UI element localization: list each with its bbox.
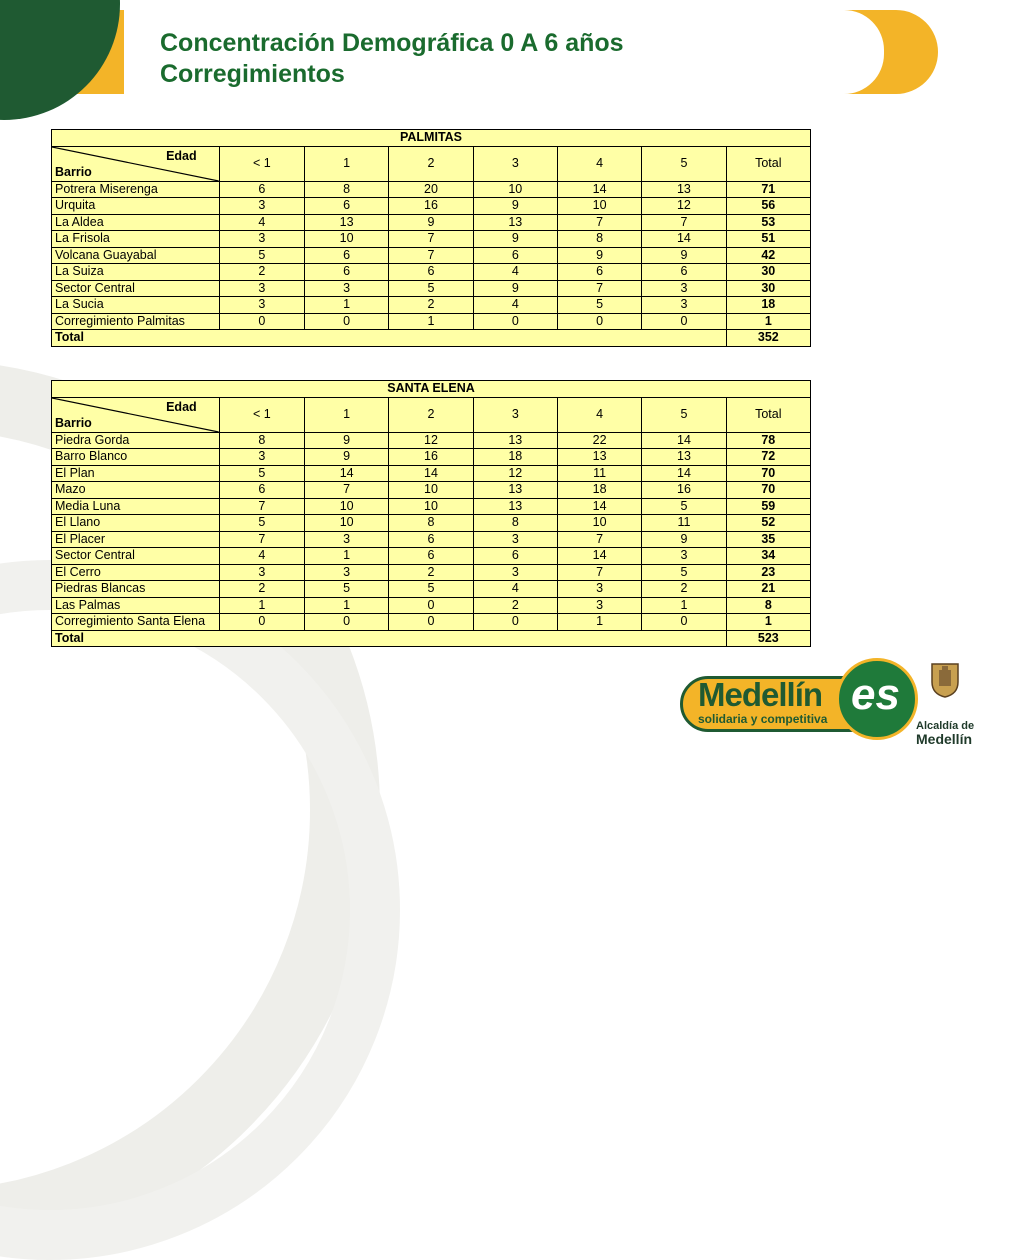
corner-circle bbox=[0, 0, 120, 120]
barrio-name: Urquita bbox=[52, 198, 220, 215]
age-count: 13 bbox=[642, 449, 726, 466]
table-row bbox=[52, 482, 811, 499]
age-count: 7 bbox=[219, 498, 304, 515]
column-header: Total bbox=[726, 397, 810, 432]
table-row bbox=[52, 515, 811, 532]
column-header: 1 bbox=[304, 397, 388, 432]
row-total: 72 bbox=[726, 449, 810, 466]
row-total: 78 bbox=[726, 432, 810, 449]
barrio-name: El Placer bbox=[52, 531, 220, 548]
age-count: 2 bbox=[219, 264, 304, 281]
age-count: 13 bbox=[642, 181, 726, 198]
section-title: SANTA ELENA bbox=[52, 381, 811, 398]
age-count: 7 bbox=[557, 564, 641, 581]
table-row bbox=[52, 498, 811, 515]
row-total: 70 bbox=[726, 465, 810, 482]
table-row bbox=[52, 614, 811, 631]
table-row bbox=[52, 313, 811, 330]
barrio-name: Sector Central bbox=[52, 548, 220, 565]
age-count: 8 bbox=[389, 515, 473, 532]
table-row bbox=[52, 581, 811, 598]
age-count: 3 bbox=[642, 297, 726, 314]
barrio-name: Piedra Gorda bbox=[52, 432, 220, 449]
age-count: 14 bbox=[304, 465, 388, 482]
age-count: 0 bbox=[219, 614, 304, 631]
age-count: 9 bbox=[473, 231, 557, 248]
age-count: 0 bbox=[557, 313, 641, 330]
age-count: 5 bbox=[642, 498, 726, 515]
table-row bbox=[52, 432, 811, 449]
age-count: 5 bbox=[557, 297, 641, 314]
age-count: 6 bbox=[219, 181, 304, 198]
total-label: Total bbox=[52, 630, 727, 647]
age-count: 7 bbox=[389, 247, 473, 264]
alcaldia-line-1: Alcaldía de bbox=[916, 720, 975, 732]
barrio-name: La Sucia bbox=[52, 297, 220, 314]
age-count: 3 bbox=[473, 564, 557, 581]
age-count: 8 bbox=[219, 432, 304, 449]
age-count: 1 bbox=[304, 548, 388, 565]
barrio-name: Las Palmas bbox=[52, 597, 220, 614]
row-total: 18 bbox=[726, 297, 810, 314]
section-title-row bbox=[52, 381, 811, 398]
age-count: 9 bbox=[389, 214, 473, 231]
title-line-1: Concentración Demográfica 0 A 6 años bbox=[160, 29, 624, 57]
column-header: 3 bbox=[473, 146, 557, 181]
age-count: 5 bbox=[304, 581, 388, 598]
table-row bbox=[52, 181, 811, 198]
age-count: 2 bbox=[219, 581, 304, 598]
barrio-label: Barrio bbox=[55, 415, 92, 430]
edad-barrio-header bbox=[52, 146, 220, 181]
age-count: 3 bbox=[304, 564, 388, 581]
age-count: 16 bbox=[389, 449, 473, 466]
age-count: 3 bbox=[473, 531, 557, 548]
age-count: 6 bbox=[389, 264, 473, 281]
age-count: 13 bbox=[557, 449, 641, 466]
age-count: 11 bbox=[557, 465, 641, 482]
table-row bbox=[52, 297, 811, 314]
age-count: 1 bbox=[304, 597, 388, 614]
age-count: 6 bbox=[304, 198, 388, 215]
age-count: 9 bbox=[473, 280, 557, 297]
age-count: 12 bbox=[642, 198, 726, 215]
age-count: 0 bbox=[473, 313, 557, 330]
age-count: 14 bbox=[642, 465, 726, 482]
age-count: 22 bbox=[557, 432, 641, 449]
barrio-name: Piedras Blancas bbox=[52, 581, 220, 598]
barrio-name: El Cerro bbox=[52, 564, 220, 581]
header-row bbox=[52, 146, 811, 181]
coat-of-arms-icon bbox=[930, 662, 960, 698]
table-row bbox=[52, 531, 811, 548]
age-count: 1 bbox=[304, 297, 388, 314]
total-row bbox=[52, 330, 811, 347]
barrio-name: El Llano bbox=[52, 515, 220, 532]
age-count: 3 bbox=[304, 280, 388, 297]
age-count: 4 bbox=[473, 581, 557, 598]
age-count: 7 bbox=[557, 280, 641, 297]
header-row bbox=[52, 397, 811, 432]
table-row bbox=[52, 214, 811, 231]
column-header: 2 bbox=[389, 397, 473, 432]
age-count: 5 bbox=[219, 465, 304, 482]
barrio-name: La Suiza bbox=[52, 264, 220, 281]
age-count: 16 bbox=[389, 198, 473, 215]
age-count: 3 bbox=[557, 597, 641, 614]
column-header: < 1 bbox=[219, 397, 304, 432]
age-count: 8 bbox=[304, 181, 388, 198]
age-count: 4 bbox=[219, 214, 304, 231]
age-count: 14 bbox=[557, 498, 641, 515]
age-count: 12 bbox=[473, 465, 557, 482]
age-count: 6 bbox=[473, 247, 557, 264]
edad-barrio-header bbox=[52, 397, 220, 432]
grand-total: 523 bbox=[726, 630, 810, 647]
age-count: 6 bbox=[304, 247, 388, 264]
medellin-logo bbox=[676, 656, 1006, 761]
total-label: Total bbox=[52, 330, 727, 347]
age-count: 8 bbox=[557, 231, 641, 248]
page-title bbox=[160, 28, 624, 90]
age-count: 0 bbox=[642, 313, 726, 330]
table-row bbox=[52, 449, 811, 466]
age-count: 0 bbox=[219, 313, 304, 330]
column-header: 4 bbox=[557, 146, 641, 181]
row-total: 35 bbox=[726, 531, 810, 548]
age-count: 13 bbox=[304, 214, 388, 231]
age-count: 4 bbox=[473, 297, 557, 314]
row-total: 34 bbox=[726, 548, 810, 565]
age-count: 13 bbox=[473, 214, 557, 231]
age-count: 18 bbox=[473, 449, 557, 466]
age-count: 3 bbox=[642, 548, 726, 565]
age-count: 7 bbox=[304, 482, 388, 499]
age-count: 9 bbox=[304, 432, 388, 449]
age-count: 0 bbox=[389, 597, 473, 614]
row-total: 8 bbox=[726, 597, 810, 614]
table-row bbox=[52, 231, 811, 248]
column-header: Total bbox=[726, 146, 810, 181]
age-count: 0 bbox=[473, 614, 557, 631]
age-count: 10 bbox=[304, 498, 388, 515]
age-count: 16 bbox=[642, 482, 726, 499]
age-count: 13 bbox=[473, 482, 557, 499]
age-count: 2 bbox=[473, 597, 557, 614]
age-count: 7 bbox=[557, 214, 641, 231]
age-count: 4 bbox=[473, 264, 557, 281]
age-count: 6 bbox=[389, 531, 473, 548]
age-count: 4 bbox=[219, 548, 304, 565]
logo-tagline: solidaria y competitiva bbox=[698, 712, 828, 726]
barrio-name: Volcana Guayabal bbox=[52, 247, 220, 264]
row-total: 1 bbox=[726, 614, 810, 631]
age-count: 20 bbox=[389, 181, 473, 198]
age-count: 10 bbox=[557, 198, 641, 215]
age-count: 3 bbox=[557, 581, 641, 598]
age-count: 3 bbox=[219, 297, 304, 314]
column-header: 3 bbox=[473, 397, 557, 432]
age-count: 3 bbox=[304, 531, 388, 548]
row-total: 52 bbox=[726, 515, 810, 532]
title-line-2: Corregimientos bbox=[160, 60, 345, 88]
table-row bbox=[52, 264, 811, 281]
age-count: 5 bbox=[642, 564, 726, 581]
barrio-label: Barrio bbox=[55, 164, 92, 179]
row-total: 70 bbox=[726, 482, 810, 499]
age-count: 9 bbox=[642, 531, 726, 548]
section-title-row bbox=[52, 130, 811, 147]
age-count: 14 bbox=[557, 548, 641, 565]
section-title: PALMITAS bbox=[52, 130, 811, 147]
age-count: 2 bbox=[389, 564, 473, 581]
table-row bbox=[52, 597, 811, 614]
column-header: 5 bbox=[642, 397, 726, 432]
age-count: 6 bbox=[473, 548, 557, 565]
row-total: 1 bbox=[726, 313, 810, 330]
row-total: 53 bbox=[726, 214, 810, 231]
row-total: 42 bbox=[726, 247, 810, 264]
age-count: 6 bbox=[219, 482, 304, 499]
age-count: 3 bbox=[219, 231, 304, 248]
es-badge-text: es bbox=[851, 670, 900, 719]
age-count: 0 bbox=[389, 614, 473, 631]
age-count: 3 bbox=[219, 449, 304, 466]
table-row bbox=[52, 280, 811, 297]
age-count: 3 bbox=[219, 564, 304, 581]
barrio-name: Potrera Miserenga bbox=[52, 181, 220, 198]
column-header: 1 bbox=[304, 146, 388, 181]
row-total: 71 bbox=[726, 181, 810, 198]
age-count: 6 bbox=[642, 264, 726, 281]
row-total: 21 bbox=[726, 581, 810, 598]
column-header: 4 bbox=[557, 397, 641, 432]
age-count: 5 bbox=[219, 247, 304, 264]
age-count: 1 bbox=[557, 614, 641, 631]
age-count: 1 bbox=[219, 597, 304, 614]
row-total: 23 bbox=[726, 564, 810, 581]
age-count: 9 bbox=[557, 247, 641, 264]
age-count: 14 bbox=[642, 231, 726, 248]
age-count: 14 bbox=[389, 465, 473, 482]
age-count: 10 bbox=[304, 231, 388, 248]
age-count: 1 bbox=[389, 313, 473, 330]
barrio-name: Sector Central bbox=[52, 280, 220, 297]
age-count: 6 bbox=[304, 264, 388, 281]
table-row bbox=[52, 198, 811, 215]
barrio-name: El Plan bbox=[52, 465, 220, 482]
age-count: 7 bbox=[557, 531, 641, 548]
age-count: 12 bbox=[389, 432, 473, 449]
row-total: 51 bbox=[726, 231, 810, 248]
age-count: 6 bbox=[389, 548, 473, 565]
age-count: 14 bbox=[642, 432, 726, 449]
age-count: 13 bbox=[473, 498, 557, 515]
age-count: 8 bbox=[473, 515, 557, 532]
age-count: 6 bbox=[557, 264, 641, 281]
edad-label: Edad bbox=[166, 399, 197, 414]
age-count: 5 bbox=[219, 515, 304, 532]
column-header: 2 bbox=[389, 146, 473, 181]
column-header: < 1 bbox=[219, 146, 304, 181]
barrio-name: Mazo bbox=[52, 482, 220, 499]
age-count: 11 bbox=[642, 515, 726, 532]
row-total: 56 bbox=[726, 198, 810, 215]
row-total: 30 bbox=[726, 264, 810, 281]
age-count: 10 bbox=[389, 498, 473, 515]
logo-main-text: Medellín bbox=[698, 676, 823, 713]
age-count: 7 bbox=[219, 531, 304, 548]
age-count: 10 bbox=[389, 482, 473, 499]
age-count: 0 bbox=[304, 313, 388, 330]
age-count: 2 bbox=[389, 297, 473, 314]
barrio-name: Barro Blanco bbox=[52, 449, 220, 466]
row-total: 59 bbox=[726, 498, 810, 515]
edad-label: Edad bbox=[166, 148, 197, 163]
age-count: 9 bbox=[473, 198, 557, 215]
alcaldia-label bbox=[916, 720, 974, 746]
age-count: 2 bbox=[642, 581, 726, 598]
age-count: 10 bbox=[557, 515, 641, 532]
age-count: 14 bbox=[557, 181, 641, 198]
barrio-name: Corregimiento Palmitas bbox=[52, 313, 220, 330]
barrio-name: Media Luna bbox=[52, 498, 220, 515]
age-count: 1 bbox=[642, 597, 726, 614]
age-count: 0 bbox=[642, 614, 726, 631]
barrio-name: La Aldea bbox=[52, 214, 220, 231]
table-row bbox=[52, 247, 811, 264]
age-count: 18 bbox=[557, 482, 641, 499]
age-count: 5 bbox=[389, 581, 473, 598]
age-count: 13 bbox=[473, 432, 557, 449]
age-count: 3 bbox=[642, 280, 726, 297]
table-row bbox=[52, 465, 811, 482]
row-total: 30 bbox=[726, 280, 810, 297]
santa-elena-table bbox=[51, 380, 811, 647]
barrio-name: Corregimiento Santa Elena bbox=[52, 614, 220, 631]
age-count: 3 bbox=[219, 198, 304, 215]
palmitas-table bbox=[51, 129, 811, 347]
age-count: 5 bbox=[389, 280, 473, 297]
total-row bbox=[52, 630, 811, 647]
age-count: 10 bbox=[304, 515, 388, 532]
age-count: 3 bbox=[219, 280, 304, 297]
age-count: 9 bbox=[304, 449, 388, 466]
column-header: 5 bbox=[642, 146, 726, 181]
age-count: 7 bbox=[642, 214, 726, 231]
age-count: 7 bbox=[389, 231, 473, 248]
grand-total: 352 bbox=[726, 330, 810, 347]
table-row bbox=[52, 548, 811, 565]
age-count: 0 bbox=[304, 614, 388, 631]
barrio-name: La Frisola bbox=[52, 231, 220, 248]
alcaldia-line-2: Medellín bbox=[916, 731, 973, 747]
age-count: 9 bbox=[642, 247, 726, 264]
table-row bbox=[52, 564, 811, 581]
age-count: 10 bbox=[473, 181, 557, 198]
